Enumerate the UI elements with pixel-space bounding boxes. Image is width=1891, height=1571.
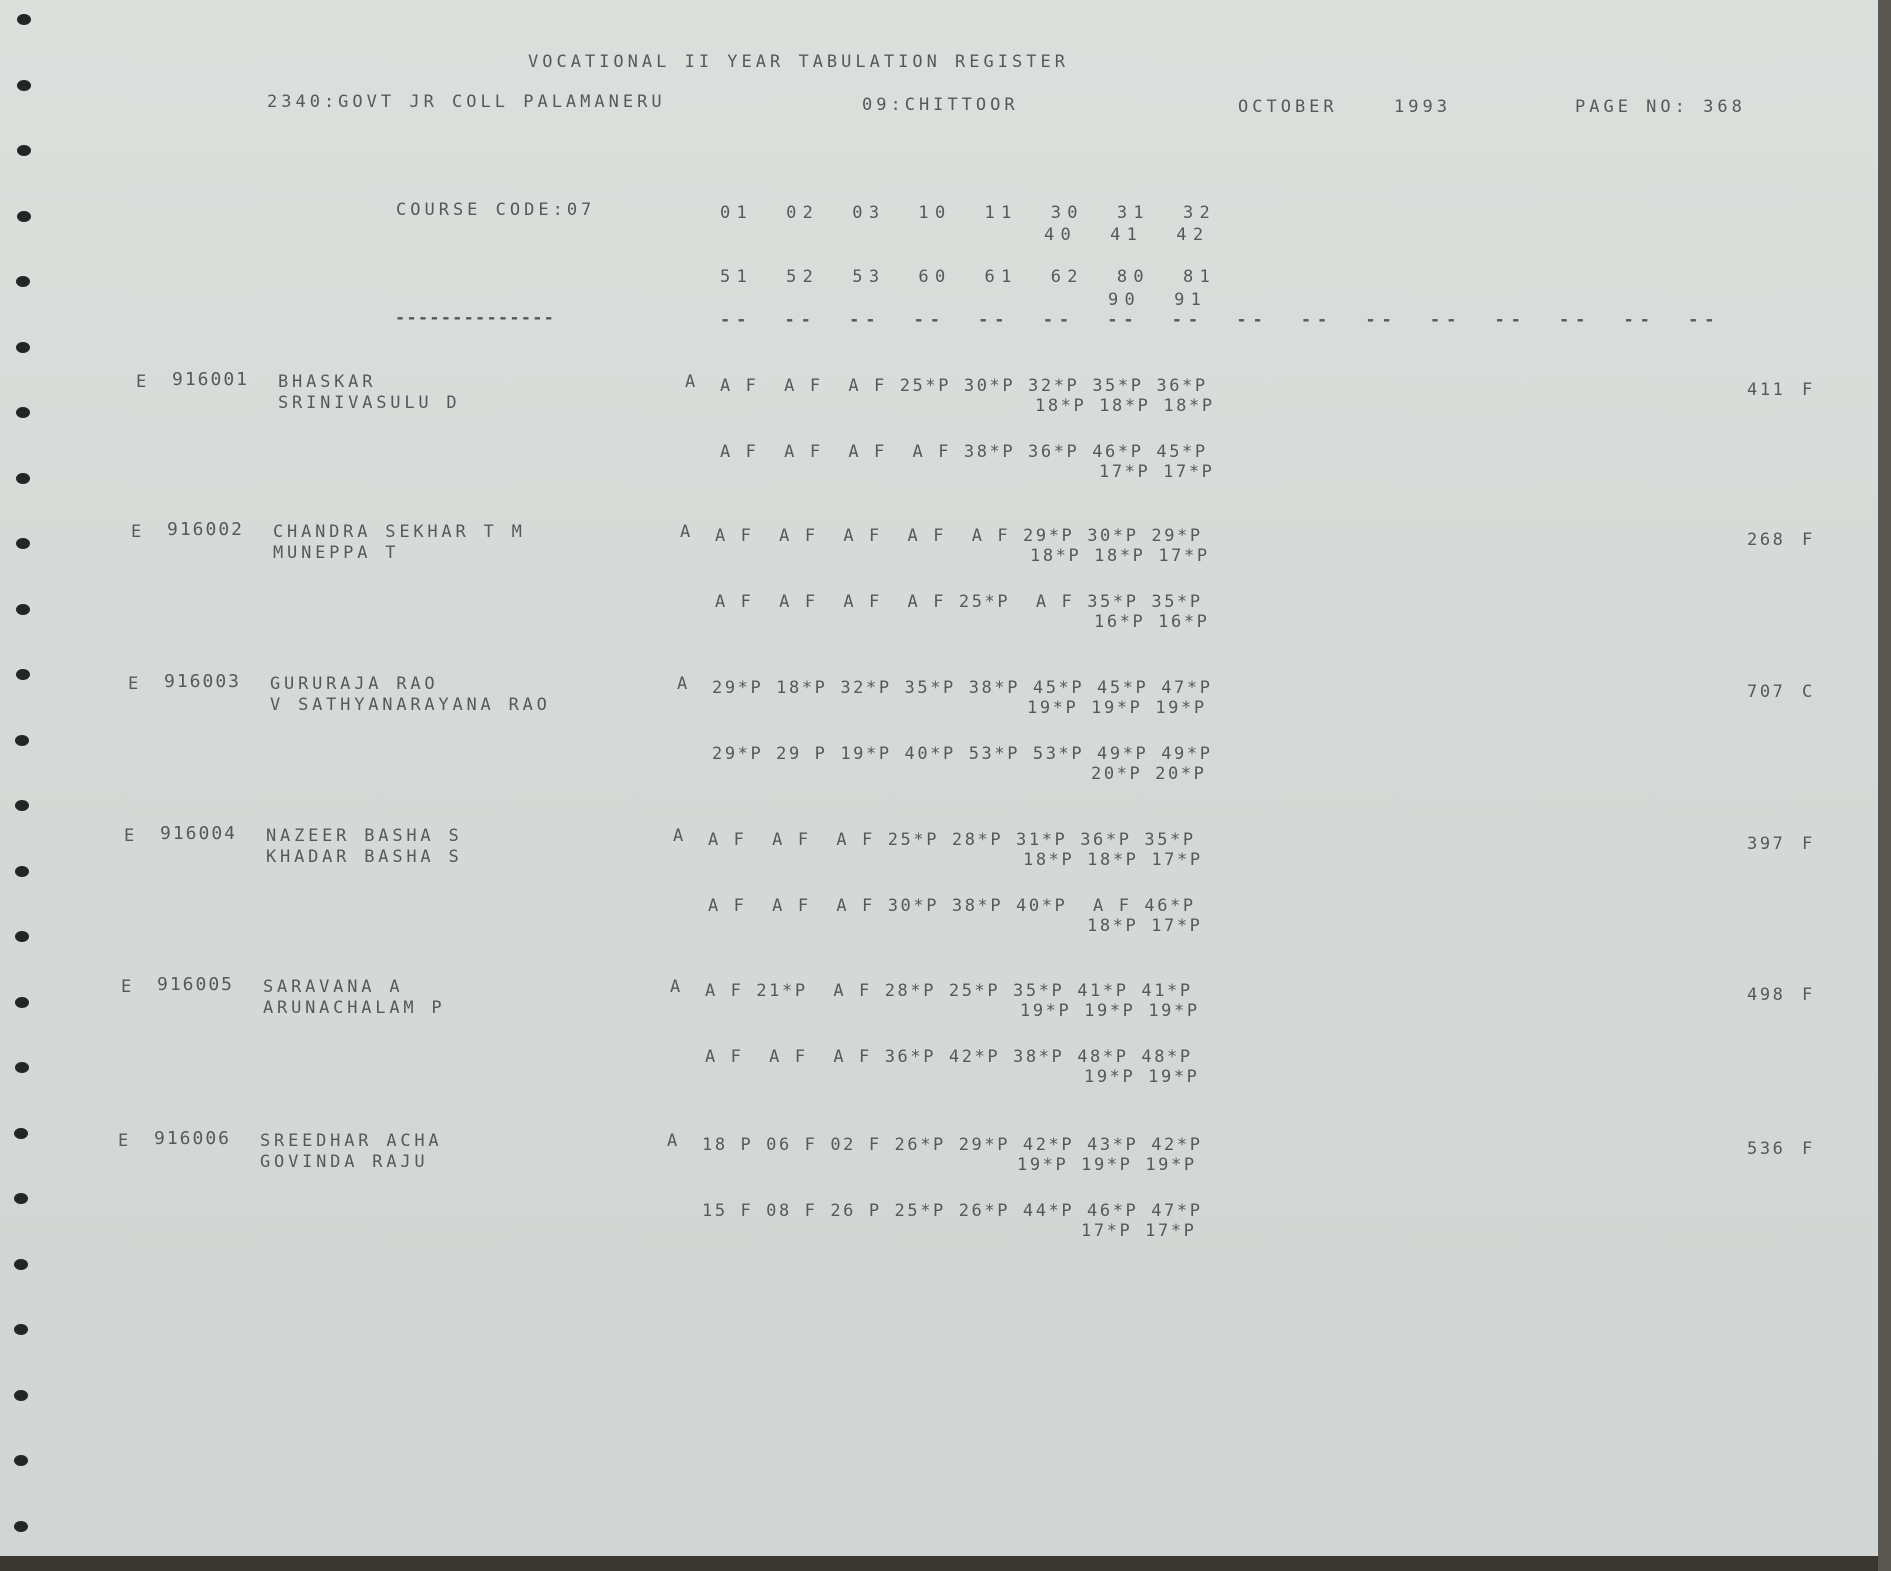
course-code: COURSE CODE:07 (396, 200, 596, 220)
punch-hole (15, 866, 29, 877)
punch-hole (15, 997, 29, 1008)
register-title: VOCATIONAL II YEAR TABULATION REGISTER (528, 52, 1069, 72)
marks-row2: A F A F A F A F 38*P 36*P 46*P 45*P (720, 442, 1208, 462)
total-marks: 397 (1747, 834, 1786, 854)
marks-row1: 18 P 06 F 02 F 26*P 29*P 42*P 43*P 42*P (702, 1135, 1203, 1155)
parent-name: KHADAR BASHA S (266, 847, 463, 867)
punch-hole (16, 538, 30, 549)
punch-hole (14, 1128, 28, 1139)
scan-bottom-edge (0, 1556, 1891, 1571)
marks-row2: 29*P 29 P 19*P 40*P 53*P 53*P 49*P 49*P (712, 744, 1213, 764)
marks-row1-sub: 19*P 19*P 19*P (1017, 1155, 1197, 1175)
punch-hole (17, 211, 31, 222)
student-category: E (118, 1131, 133, 1151)
parent-name: SRINIVASULU D (278, 393, 461, 413)
marks-row2: A F A F A F 30*P 38*P 40*P A F 46*P (708, 896, 1196, 916)
punch-hole (16, 604, 30, 615)
punch-hole (16, 669, 30, 680)
attendance-status: A (685, 372, 700, 392)
punch-hole (16, 473, 30, 484)
marks-row2-sub: 18*P 17*P (1087, 916, 1203, 936)
punch-hole (16, 407, 30, 418)
student-category: E (131, 522, 146, 542)
parent-name: V SATHYANARAYANA RAO (270, 695, 551, 715)
punch-hole (15, 931, 29, 942)
result-grade: F (1802, 985, 1817, 1005)
page-number: PAGE NO: 368 (1575, 97, 1746, 117)
scan-right-edge (1878, 0, 1891, 1571)
total-marks: 411 (1747, 380, 1786, 400)
result-grade: F (1802, 530, 1817, 550)
parent-name: ARUNACHALAM P (263, 998, 446, 1018)
subject-codes-row2: 51 52 53 60 61 62 80 81 (720, 267, 1217, 287)
subject-codes-row1: 01 02 03 10 11 30 31 32 (720, 203, 1217, 223)
student-category: E (128, 674, 143, 694)
attendance-status: A (667, 1131, 682, 1151)
result-grade: F (1802, 1139, 1817, 1159)
attendance-status: A (677, 674, 692, 694)
marks-row2-sub: 19*P 19*P (1084, 1067, 1200, 1087)
college-name: 2340:GOVT JR COLL PALAMANERU (267, 92, 666, 112)
hall-ticket-number: 916002 (167, 519, 245, 540)
marks-row2-sub: 17*P 17*P (1099, 462, 1215, 482)
attendance-status: A (680, 522, 695, 542)
student-category: E (121, 977, 136, 997)
punch-hole (16, 342, 30, 353)
subject-codes-row2-sub: 90 91 (1108, 290, 1208, 310)
punch-hole (17, 14, 31, 25)
course-dash-rule: -------------- (395, 308, 556, 328)
student-name: CHANDRA SEKHAR T M (273, 522, 526, 542)
marks-row1: 29*P 18*P 32*P 35*P 38*P 45*P 45*P 47*P (712, 678, 1213, 698)
punch-hole (14, 1193, 28, 1204)
parent-name: GOVINDA RAJU (260, 1152, 429, 1172)
attendance-status: A (670, 977, 685, 997)
hall-ticket-number: 916006 (154, 1128, 232, 1149)
student-category: E (124, 826, 139, 846)
result-grade: F (1802, 380, 1817, 400)
punch-hole (15, 735, 29, 746)
hall-ticket-number: 916004 (160, 823, 238, 844)
marks-row2-sub: 17*P 17*P (1081, 1221, 1197, 1241)
total-marks: 536 (1747, 1139, 1786, 1159)
marks-row2: A F A F A F A F 25*P A F 35*P 35*P (715, 592, 1203, 612)
punch-hole (14, 1259, 28, 1270)
exam-month: OCTOBER (1238, 97, 1338, 117)
district-name: 09:CHITTOOR (862, 95, 1019, 115)
punch-hole (14, 1455, 28, 1466)
marks-row1-sub: 19*P 19*P 19*P (1027, 698, 1207, 718)
marks-row1: A F A F A F 25*P 30*P 32*P 35*P 36*P (720, 376, 1208, 396)
marks-row2: 15 F 08 F 26 P 25*P 26*P 44*P 46*P 47*P (702, 1201, 1203, 1221)
student-name: SARAVANA A (263, 977, 404, 997)
exam-year: 1993 (1394, 97, 1451, 117)
total-marks: 707 (1747, 682, 1786, 702)
marks-row2-sub: 20*P 20*P (1091, 764, 1207, 784)
punch-hole (14, 1390, 28, 1401)
marks-row2-sub: 16*P 16*P (1094, 612, 1210, 632)
hall-ticket-number: 916001 (172, 369, 250, 390)
student-category: E (136, 372, 151, 392)
total-marks: 268 (1747, 530, 1786, 550)
marks-row1: A F 21*P A F 28*P 25*P 35*P 41*P 41*P (705, 981, 1193, 1001)
result-grade: C (1802, 682, 1817, 702)
marks-row1-sub: 18*P 18*P 18*P (1035, 396, 1215, 416)
punch-hole (17, 80, 31, 91)
marks-row1: A F A F A F A F A F 29*P 30*P 29*P (715, 526, 1203, 546)
marks-row1: A F A F A F 25*P 28*P 31*P 36*P 35*P (708, 830, 1196, 850)
attendance-status: A (673, 826, 688, 846)
total-marks: 498 (1747, 985, 1786, 1005)
punch-hole (17, 145, 31, 156)
marks-row1-sub: 18*P 18*P 17*P (1030, 546, 1210, 566)
hall-ticket-number: 916003 (164, 671, 242, 692)
subject-codes-row1-sub: 40 41 42 (1044, 225, 1210, 245)
result-grade: F (1802, 834, 1817, 854)
marks-row2: A F A F A F 36*P 42*P 38*P 48*P 48*P (705, 1047, 1193, 1067)
punch-hole (15, 1062, 29, 1073)
student-name: BHASKAR (278, 372, 377, 392)
student-name: GURURAJA RAO (270, 674, 439, 694)
column-dash-rule: -- -- -- -- -- -- -- -- -- -- -- -- -- -- -- -- (720, 310, 1721, 330)
student-name: SREEDHAR ACHA (260, 1131, 443, 1151)
marks-row1-sub: 18*P 18*P 17*P (1023, 850, 1203, 870)
hall-ticket-number: 916005 (157, 974, 235, 995)
punch-hole (14, 1324, 28, 1335)
student-name: NAZEER BASHA S (266, 826, 463, 846)
punch-hole (14, 1521, 28, 1532)
punch-hole (16, 276, 30, 287)
marks-row1-sub: 19*P 19*P 19*P (1020, 1001, 1200, 1021)
punch-hole (15, 800, 29, 811)
parent-name: MUNEPPA T (273, 543, 400, 563)
